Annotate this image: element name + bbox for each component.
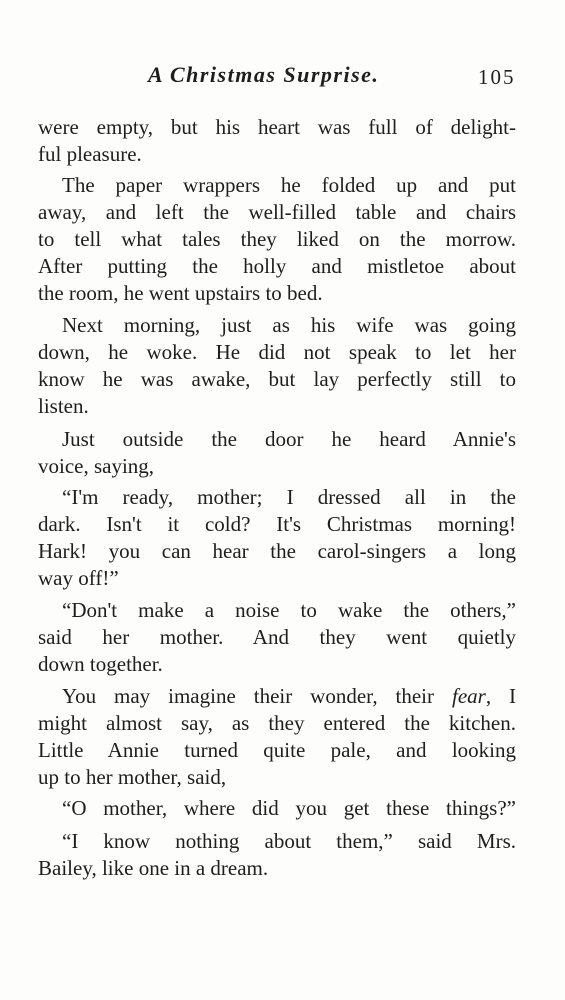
- text-line: Hark! you can hear the carol-singers a long: [38, 539, 516, 563]
- emphasized-word: fear: [451, 684, 486, 708]
- text-line: away, and left the well-filled table and chairs: [38, 200, 516, 224]
- text-line: “I'm ready, mother; I dressed all in the: [62, 485, 516, 509]
- text-line: “Don't make a noise to wake the others,”: [62, 598, 516, 622]
- text-line: said her mother. And they went quietly: [38, 625, 516, 649]
- text-line: down together.: [38, 652, 163, 676]
- text-line: were empty, but his heart was full of delight-: [38, 115, 516, 139]
- text-segment: You may imagine their wonder, their: [62, 684, 435, 708]
- text-line: ful pleasure.: [38, 142, 142, 166]
- text-line: might almost say, as they entered the kitchen.: [38, 711, 516, 735]
- text-line: the room, he went upstairs to bed.: [38, 281, 323, 305]
- text-line: voice, saying,: [38, 454, 155, 478]
- text-line: down, he woke. He did not speak to let her: [38, 340, 516, 364]
- text-line: “O mother, where did you get these things?”: [62, 796, 516, 820]
- text-line: Little Annie turned quite pale, and looking: [38, 738, 516, 762]
- text-line: After putting the holly and mistletoe about: [38, 254, 516, 278]
- text-line: “I know nothing about them,” said Mrs.: [62, 829, 516, 853]
- text-line: Next morning, just as his wife was going: [62, 313, 516, 337]
- text-line: [62, 683, 516, 710]
- text-line: to tell what tales they liked on the morrow.: [38, 227, 516, 251]
- text-line: The paper wrappers he folded up and put: [62, 173, 516, 197]
- text-line: way off!”: [38, 566, 119, 590]
- page-number: 105: [478, 65, 516, 89]
- text-line: up to her mother, said,: [38, 765, 227, 789]
- text-line: Just outside the door he heard Annie's: [62, 427, 516, 451]
- text-line: dark. Isn't it cold? It's Christmas morning!: [38, 512, 516, 536]
- running-title: A Christmas Surprise.: [148, 62, 380, 87]
- text-line: know he was awake, but lay perfectly still to: [38, 367, 516, 391]
- text-line: listen.: [38, 394, 89, 418]
- text-line: Bailey, like one in a dream.: [38, 856, 269, 880]
- text-segment: , I: [485, 684, 517, 708]
